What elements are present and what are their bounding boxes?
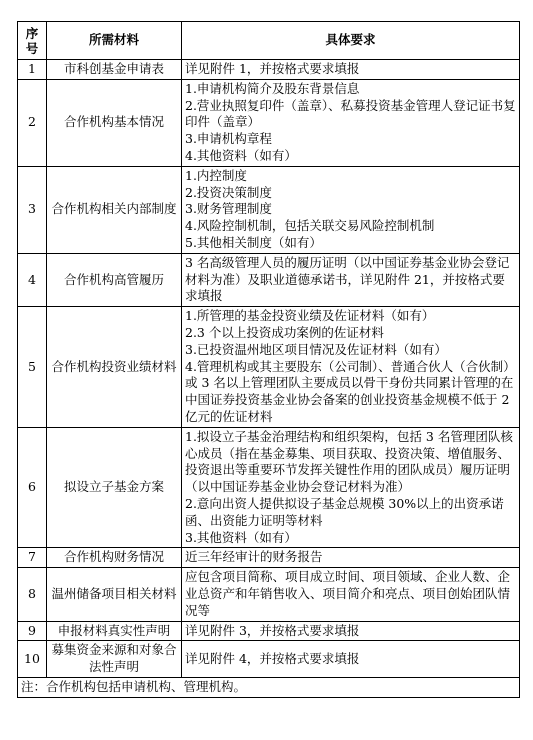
material-name: 合作机构基本情况	[47, 79, 182, 166]
requirement-line: 2.3 个以上投资成功案例的佐证材料	[185, 324, 384, 340]
table-header-row	[18, 22, 520, 60]
requirement-line: 应包含项目简称、项目成立时间、项目领域、企业人数、企业总资产和年销售收入、项目简介和亮点、项目创始团队情况等	[185, 569, 511, 618]
table-row	[18, 621, 520, 641]
requirement-cell	[182, 641, 520, 678]
material-name: 申报材料真实性声明	[47, 621, 182, 641]
requirement-line: 3.申请机构章程	[185, 131, 272, 147]
requirement-line: 1.拟设立子基金治理结构和组织架构，包括 3 名管理团队核心成员（指在基金募集、项目获取、投资决策、增值服务、投资退出等重要环节发挥关键性作用的团队成员）履历证明（以中国证券基金业协会登记材料为准）	[185, 428, 513, 495]
requirement-cell	[182, 548, 520, 568]
header-no: 序号	[18, 22, 47, 60]
material-name: 温州储备项目相关材料	[47, 568, 182, 621]
materials-table	[17, 21, 520, 698]
requirement-line: 4.风险控制机制，包括关联交易风险控制机制	[185, 218, 435, 234]
table-row	[18, 307, 520, 428]
requirement-cell	[182, 60, 520, 80]
requirement-line: 近三年经审计的财务报告	[185, 549, 323, 565]
table-body	[18, 60, 520, 678]
requirement-line: 3.已投资温州地区项目情况及佐证材料（如有）	[185, 341, 447, 357]
table-row	[18, 166, 520, 253]
requirement-line: 1.所管理的基金投资业绩及佐证材料（如有）	[185, 308, 435, 324]
materials-table-container	[17, 21, 519, 698]
requirement-cell	[182, 621, 520, 641]
requirement-line: 4.其他资料（如有）	[185, 147, 297, 163]
requirement-cell	[182, 253, 520, 306]
requirement-line: 3.财务管理制度	[185, 201, 272, 217]
header-requirements: 具体要求	[182, 22, 520, 60]
material-name: 募集资金来源和对象合法性声明	[47, 641, 182, 678]
table-note: 注：合作机构包括申请机构、管理机构。	[18, 677, 520, 697]
table-row	[18, 641, 520, 678]
requirement-cell	[182, 568, 520, 621]
table-row	[18, 60, 520, 80]
requirement-line: 4.管理机构或其主要股东（公司制）、普通合伙人（合伙制）或 3 名以上管理团队主要成员以骨干身份共同累计管理的在中国证券投资基金业协会备案的创业投资基金规模不低于 2 亿元的佐证材料	[185, 358, 516, 424]
table-row	[18, 427, 520, 548]
row-number: 4	[18, 253, 47, 306]
requirement-cell	[182, 166, 520, 253]
table-row	[18, 568, 520, 621]
requirement-line: 2.营业执照复印件（盖章）、私募投资基金管理人登记证书复印件（盖章）	[185, 97, 516, 130]
header-name: 所需材料	[47, 22, 182, 60]
requirement-cell	[182, 307, 520, 428]
requirement-line: 详见附件 1，并按格式要求填报	[185, 61, 360, 76]
row-number: 10	[18, 641, 47, 678]
requirement-cell	[182, 79, 520, 166]
requirement-line: 详见附件 4，并按格式要求填报	[185, 650, 360, 666]
requirement-line: 3 名高级管理人员的履历证明（以中国证券基金业协会登记材料为准）及职业道德承诺书，详见附件 21，并按格式要求填报	[185, 254, 510, 304]
requirement-line: 2.意向出资人提供拟设子基金总规模 30%以上的出资承诺函、出资能力证明等材料	[185, 495, 504, 528]
material-name: 拟设立子基金方案	[47, 427, 182, 548]
requirement-line: 详见附件 3，并按格式要求填报	[185, 622, 360, 638]
table-row	[18, 79, 520, 166]
requirement-line: 2.投资决策制度	[185, 184, 272, 200]
requirement-line: 3.其他资料（如有）	[185, 529, 297, 545]
row-number: 2	[18, 79, 47, 166]
material-name: 合作机构高管履历	[47, 253, 182, 306]
row-number: 8	[18, 568, 47, 621]
requirement-line: 5.其他相关制度（如有）	[185, 234, 322, 250]
row-number: 1	[18, 60, 47, 80]
table-note-row	[18, 677, 520, 697]
row-number: 3	[18, 166, 47, 253]
table-row	[18, 253, 520, 306]
row-number: 5	[18, 307, 47, 428]
row-number: 6	[18, 427, 47, 548]
requirement-cell	[182, 427, 520, 548]
requirement-line: 1.内控制度	[185, 167, 247, 183]
requirement-line: 1.申请机构简介及股东背景信息	[185, 80, 360, 96]
material-name: 合作机构相关内部制度	[47, 166, 182, 253]
material-name: 市科创基金申请表	[47, 60, 182, 80]
row-number: 9	[18, 621, 47, 641]
row-number: 7	[18, 548, 47, 568]
material-name: 合作机构财务情况	[47, 548, 182, 568]
material-name: 合作机构投资业绩材料	[47, 307, 182, 428]
table-row	[18, 548, 520, 568]
